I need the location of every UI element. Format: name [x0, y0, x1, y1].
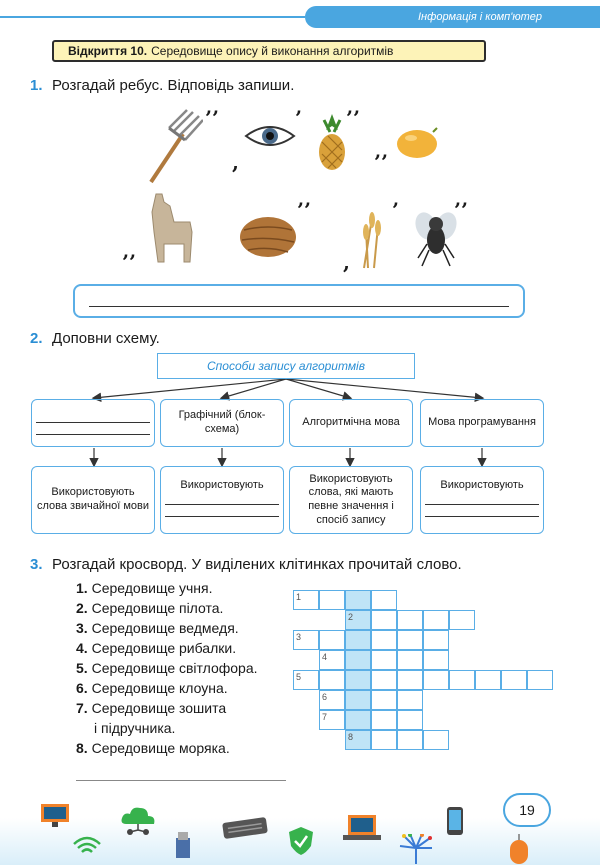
crossword-cell[interactable]: 3: [293, 630, 319, 650]
discovery-label: Відкриття 10.: [68, 44, 148, 58]
uses-label: Використовують слова звичайної мови: [36, 486, 150, 512]
crossword-cell[interactable]: [371, 610, 397, 630]
crossword-cell[interactable]: [371, 690, 397, 710]
rebus-comma: ’’: [297, 198, 311, 222]
crossword-cell[interactable]: [423, 730, 449, 750]
crossword-cell[interactable]: [371, 730, 397, 750]
uses-box-3: [289, 466, 413, 534]
header-tab: [305, 6, 600, 28]
crossword-cell[interactable]: [371, 630, 397, 650]
rebus-comma: ’’: [454, 198, 468, 222]
crossword-cell[interactable]: [371, 670, 397, 690]
rebus-comma: ,: [343, 250, 350, 274]
crossword-cell[interactable]: [397, 710, 423, 730]
crossword-cell[interactable]: [423, 670, 449, 690]
crossword-cell[interactable]: 7: [319, 710, 345, 730]
crossword-cell[interactable]: [501, 670, 527, 690]
uses-box-4[interactable]: [420, 466, 544, 534]
answer-underline[interactable]: [76, 780, 286, 781]
crossword-cell[interactable]: 8: [345, 730, 371, 750]
clue-item: 1. Середовище учня.: [76, 580, 213, 596]
mouse-icon: [508, 834, 530, 865]
clue-item: 8. Середовище моряка.: [76, 740, 230, 756]
task1-number: 1.: [30, 77, 43, 94]
cloud-network-icon: [118, 804, 158, 838]
pineapple-icon: [316, 112, 348, 172]
clue-item: 3. Середовище ведмедя.: [76, 620, 239, 636]
blank-line: [36, 423, 150, 435]
clue-item: 4. Середовище рибалки.: [76, 640, 237, 656]
crossword-cell[interactable]: [423, 630, 449, 650]
crossword-cell[interactable]: [397, 690, 423, 710]
answer-line: [89, 306, 509, 307]
rebus-comma: ’’: [374, 150, 388, 174]
crossword-cell[interactable]: [397, 630, 423, 650]
crossword-cell[interactable]: [371, 590, 397, 610]
usb-icon: [172, 830, 194, 860]
method-box-graphic: [160, 399, 284, 447]
crossword-cell[interactable]: [475, 670, 501, 690]
keyboard-icon: [222, 816, 268, 840]
crossword-cell[interactable]: 6: [319, 690, 345, 710]
blank-line: [36, 411, 150, 423]
rebus-comma: ’’: [205, 106, 219, 130]
crossword-cell[interactable]: 5: [293, 670, 319, 690]
crossword-cell[interactable]: [397, 610, 423, 630]
blank-line: [165, 505, 279, 517]
method-box-blank[interactable]: [31, 399, 155, 447]
crossword-cell[interactable]: [423, 650, 449, 670]
clue-item: 7. Середовище зошита: [76, 700, 227, 716]
crossword-cell[interactable]: [449, 610, 475, 630]
header-title: Інформація і комп'ютер: [417, 11, 542, 23]
crossword-clues: [76, 578, 258, 758]
wifi-icon: [72, 836, 102, 858]
answer-box[interactable]: [73, 284, 525, 318]
monitor-icon: [40, 803, 70, 829]
uses-box-1: [31, 466, 155, 534]
smartphone-icon: [446, 806, 464, 836]
fiber-icon: [396, 834, 436, 864]
rebus-comma: ,: [232, 150, 239, 174]
discovery-title: Середовище опису й виконання алгоритмів: [151, 44, 394, 58]
blank-line: [425, 505, 539, 517]
task1-text: Розгадай ребус. Відповідь запиши.: [52, 77, 295, 94]
task2-text: Доповни схему.: [52, 330, 160, 347]
melon-icon: [395, 124, 439, 160]
task3-number: 3.: [30, 556, 43, 573]
crossword-cell[interactable]: [345, 710, 371, 730]
blank-line: [165, 493, 279, 505]
rebus-comma: ’: [392, 198, 399, 222]
eye-icon: [244, 122, 296, 150]
uses-label: Використовують слова, які мають певне значення і спосіб запису: [308, 472, 394, 526]
clue-item: 5. Середовище світлофора.: [76, 660, 258, 676]
method-box-algorithmic: [289, 399, 413, 447]
header-rule: [0, 16, 305, 18]
llama-icon: [144, 192, 196, 264]
walnut-icon: [238, 214, 298, 260]
crossword-cell[interactable]: [345, 690, 371, 710]
crossword-cell[interactable]: [345, 650, 371, 670]
laptop-icon: [342, 814, 382, 842]
clue-item: і підручника.: [94, 720, 176, 736]
fly-icon: [412, 206, 460, 268]
crossword-cell[interactable]: [423, 610, 449, 630]
discovery-banner: [52, 40, 486, 62]
page-number-text: 19: [519, 802, 535, 818]
crossword-cell[interactable]: [371, 650, 397, 670]
method-label: Алгоритмічна мова: [302, 416, 400, 429]
crossword-cell[interactable]: [345, 670, 371, 690]
crossword-cell[interactable]: [319, 590, 345, 610]
crossword-cell[interactable]: [527, 670, 553, 690]
wheat-icon: [354, 208, 388, 270]
fork-icon: [143, 108, 203, 186]
crossword-cell[interactable]: [371, 710, 397, 730]
task2-number: 2.: [30, 330, 43, 347]
crossword-cell[interactable]: 2: [345, 610, 371, 630]
crossword-cell[interactable]: [319, 630, 345, 650]
rebus-comma: ’’: [122, 250, 136, 274]
rebus-comma: ’’: [346, 106, 360, 130]
crossword-cell[interactable]: [397, 670, 423, 690]
shield-icon: [288, 826, 314, 856]
clue-item: 2. Середовище пілота.: [76, 600, 224, 616]
crossword-cell[interactable]: [397, 730, 423, 750]
crossword-cell[interactable]: 4: [319, 650, 345, 670]
crossword-cell[interactable]: [449, 670, 475, 690]
crossword-cell[interactable]: [397, 650, 423, 670]
uses-label: Використовують: [440, 479, 524, 491]
crossword-cell[interactable]: 1: [293, 590, 319, 610]
uses-label: Використовують: [180, 479, 264, 491]
scheme-title-text: Способи запису алгоритмів: [207, 359, 365, 373]
crossword-cell[interactable]: [319, 670, 345, 690]
crossword-cell[interactable]: [345, 590, 371, 610]
blank-line: [425, 493, 539, 505]
crossword-cell[interactable]: [345, 630, 371, 650]
uses-box-2[interactable]: [160, 466, 284, 534]
method-label: Мова програмування: [428, 416, 536, 429]
task3-text: Розгадай кросворд. У виділених клітинках прочитай слово.: [52, 556, 462, 573]
scheme-title: [157, 353, 415, 379]
clue-item: 6. Середовище клоуна.: [76, 680, 228, 696]
method-label: Графічний (блок-схема): [178, 409, 266, 435]
method-box-programming: [420, 399, 544, 447]
page-number: [503, 793, 551, 827]
rebus-comma: ’: [295, 106, 302, 130]
